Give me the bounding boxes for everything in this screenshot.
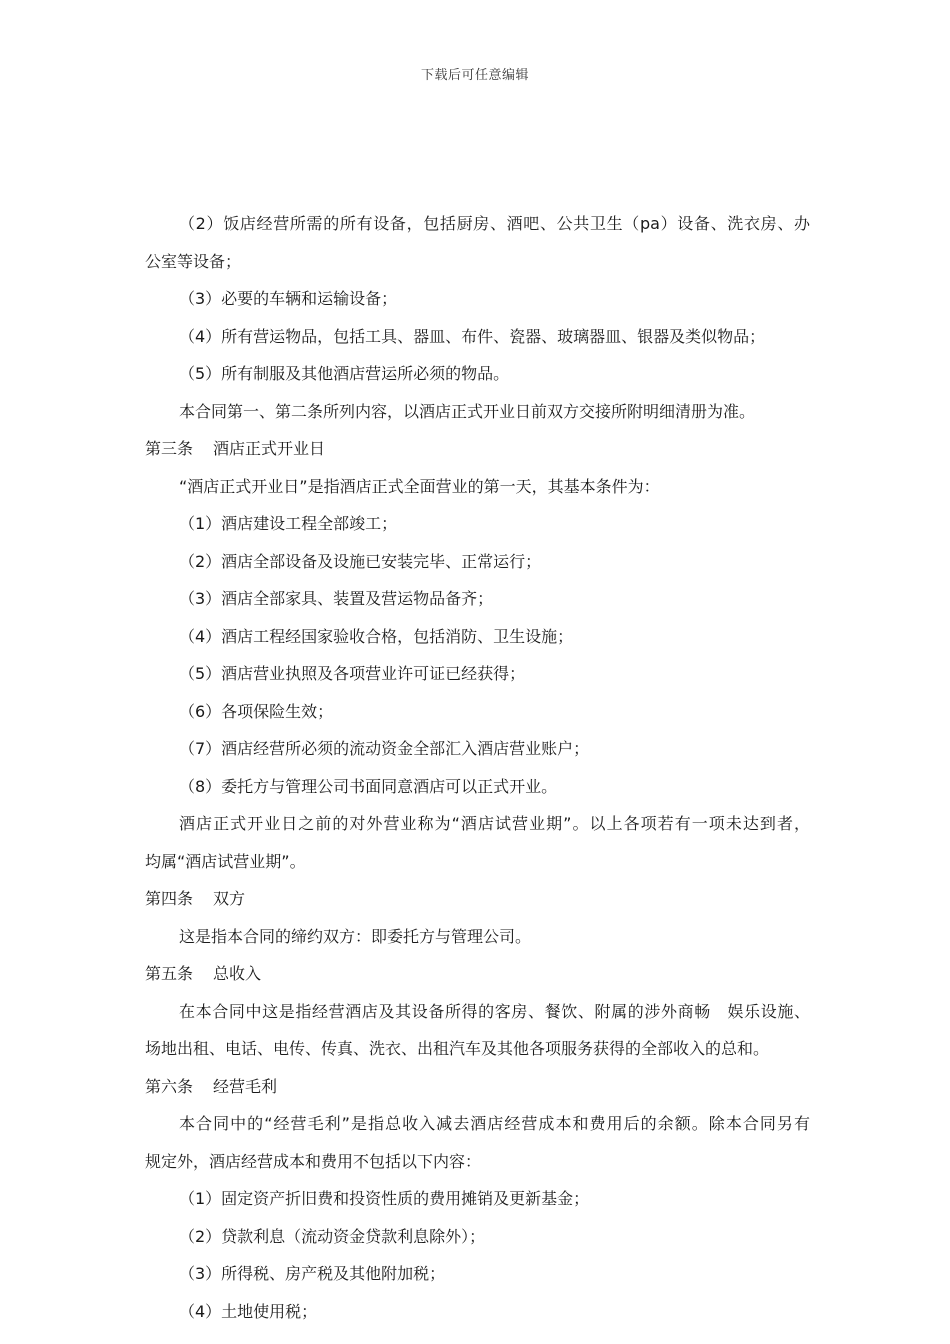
paragraph-line: 本合同中的“经营毛利”是指总收入减去酒店经营成本和费用后的余额。除本合同另有 [179, 1114, 810, 1133]
list-item: （4）酒店工程经国家验收合格，包括消防、卫生设施； [179, 626, 574, 646]
page-header: 下载后可任意编辑 [420, 68, 529, 83]
list-item: （2）贷款利息（流动资金贷款利息除外）； [179, 1226, 486, 1246]
list-item: （5）所有制服及其他酒店营运所必须的物品。 [179, 364, 510, 383]
list-item: （3）所得税、房产税及其他附加税； [179, 1264, 446, 1283]
list-item: （3）酒店全部家具、装置及营运物品备齐； [179, 589, 494, 608]
list-item: （5）酒店营业执照及各项营业许可证已经获得； [179, 664, 526, 683]
paragraph-line: “酒店正式开业日”是指酒店正式全面营业的第一天，其基本条件为： [179, 476, 660, 496]
paragraph-continuation: 公室等设备； [145, 251, 242, 271]
paragraph-line: 本合同第一、第二条所列内容，以酒店正式开业日前双方交接所附明细清册为准。 [179, 401, 756, 421]
list-item: （4）所有营运物品，包括工具、器皿、布件、瓷器、玻璃器皿、银器及类似物品； [179, 326, 766, 346]
list-item: （2）饭店经营所需的所有设备，包括厨房、酒吧、公共卫生（pa）设备、洗衣房、办 [179, 214, 810, 233]
list-item: （1）酒店建设工程全部竣工； [179, 514, 398, 533]
article-number: 第六条 [145, 1076, 194, 1096]
paragraph-line: 在本合同中这是指经营酒店及其设备所得的客房、餐饮、附属的涉外商畅 娱乐设施、 [179, 1001, 810, 1021]
article-heading [145, 1068, 810, 1106]
article-title: 酒店正式开业日 [213, 439, 326, 458]
article-heading [145, 880, 810, 918]
list-item: （8）委托方与管理公司书面同意酒店可以正式开业。 [179, 776, 558, 796]
article-heading [145, 430, 810, 468]
paragraph-continuation: 场地出租、电话、电传、传真、洗衣、出租汽车及其他各项服务获得的全部收入的总和。 [145, 1039, 770, 1058]
article-number: 第五条 [145, 964, 194, 983]
article-number: 第三条 [145, 439, 194, 458]
list-item: （6）各项保险生效； [179, 701, 334, 721]
list-item: （3）必要的车辆和运输设备； [179, 289, 398, 308]
list-item: （2）酒店全部设备及设施已安装完毕、正常运行； [179, 551, 542, 571]
paragraph-line: 酒店正式开业日之前的对外营业称为“酒店试营业期”。以上各项若有一项未达到者， [179, 814, 810, 833]
article-title: 经营毛利 [213, 1076, 278, 1096]
article-title: 双方 [213, 889, 246, 908]
list-item: （1）固定资产折旧费和投资性质的费用摊销及更新基金； [179, 1189, 590, 1208]
list-item: （4）土地使用税； [179, 1301, 318, 1321]
list-item: （7）酒店经营所必须的流动资金全部汇入酒店营业账户； [179, 739, 590, 758]
paragraph-line: 这是指本合同的缔约双方：即委托方与管理公司。 [179, 926, 532, 946]
article-heading [145, 955, 810, 993]
article-title: 总收入 [213, 964, 262, 983]
paragraph-continuation: 均属“酒店试营业期”。 [145, 851, 306, 871]
article-number: 第四条 [145, 889, 194, 908]
paragraph-continuation: 规定外，酒店经营成本和费用不包括以下内容： [145, 1151, 482, 1171]
document-body [145, 205, 810, 1330]
